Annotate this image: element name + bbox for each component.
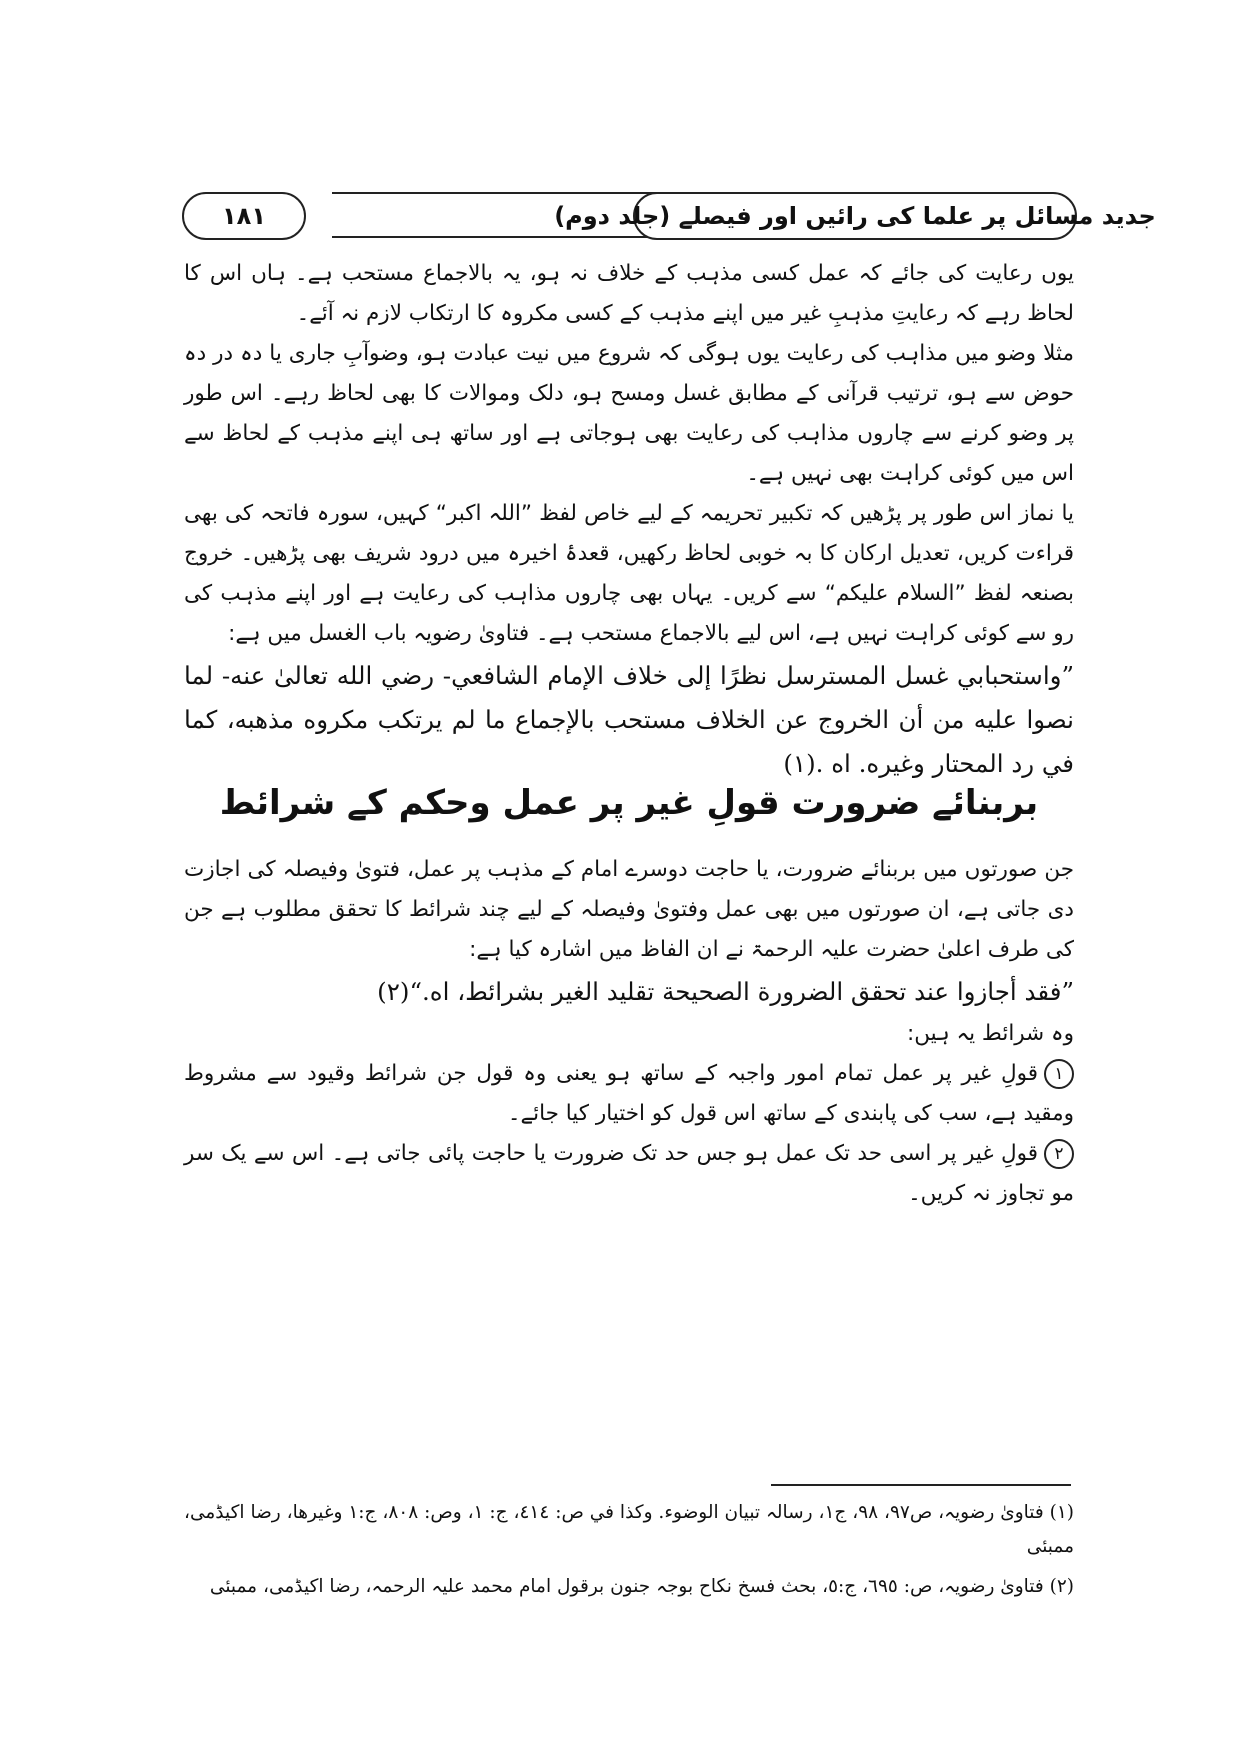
book-title: جدید مسائل پر علما کی رائیں اور فیصلے (جلد دوم) [554,202,1156,230]
page-number-frame [182,192,306,240]
paragraph-1: یوں رعایت کی جائے کہ عمل کسی مذہب کے خلاف نہ ہو، یہ بالاجماع مستحب ہے۔ ہاں اس کا لحاظ رہے کہ رعایتِ مذہبِ غیر میں اپنے مذہب کے کسی مکروہ کا ارتکاب لازم نہ آئے۔ [184,261,1074,326]
conditions-intro: وہ شرائط یہ ہیں: [906,1021,1074,1046]
arabic-quote-2: ”فقد أجازوا عند تحقق الضرورة الصحيحة تقليد الغير بشرائط، اه.“(۲) [377,977,1074,1006]
page-number: ۱۸۱ [222,202,266,230]
condition-2-text: قولِ غیر پر اسی حد تک عمل ہو جس حد تک ضرورت یا حاجت پائی جاتی ہے۔ اس سے یک سر مو تجاوز نہ کریں۔ [184,1141,1074,1206]
footnote-2: (۲) فتاویٰ رضویہ، ص: ٦٩٥، ج:٥، بحث فسخ نکاح بوجہ جنون برقول امام محمد علیہ الرحمہ، رضا اکیڈمی، ممبئی [209,1576,1074,1597]
footnotes [184,1496,1074,1604]
arabic-quote-1: ”واستحبابي غسل المسترسل نظرًا إلى خلاف الإمام الشافعي- رضي الله تعالىٰ عنه- لما نصوا عليه من أن الخروج عن الخلاف مستحب بالإجماع ما لم يرتكب مكروه مذهبه، كما في رد المحتار وغيره. اه .(۱) [184,661,1074,778]
section-paragraph: جن صورتوں میں بربنائے ضرورت، یا حاجت دوسرے امام کے مذہب پر عمل، فتویٰ وفیصلہ کی اجازت دی جاتی ہے، ان صورتوں میں بھی عمل وفتویٰ وفیصلہ کے لیے چند شرائط کا تحقق مطلوب ہے جن کی طرف اعلیٰ حضرت علیہ الرحمۃ نے ان الفاظ میں اشارہ کیا ہے: [184,857,1074,962]
condition-2-marker: ۲ [1044,1139,1074,1169]
section-heading: بربنائے ضرورت قولِ غیر پر عمل وحکم کے شرائط [219,783,1039,823]
paragraph-2: مثلا وضو میں مذاہب کی رعایت یوں ہوگی کہ شروع میں نیت عبادت ہو، وضوآبِ جاری یا دہ در دہ حوض سے ہو، ترتیب قرآنی کے مطابق غسل ومسح ہو، دلک وموالات کا بھی لحاظ رہے۔ اس طور پر وضو کرنے سے چاروں مذاہب کی رعایت بھی ہوجاتی ہے اور ساتھ ہی اپنے مذہب کے لحاظ سے اس میں کوئی کراہت بھی نہیں ہے۔ [184,341,1074,486]
body-text-top [184,254,1074,786]
footnote-divider [771,1484,1071,1486]
condition-1 [184,1054,1074,1134]
page-header [182,192,1156,238]
footnote-1: (۱) فتاویٰ رضویہ، ص۹۷، ۹۸، ج۱، رسالہ تبیان الوضوء. وكذا في ص: ٤١٤، ج: ١، وص: ٨٠٨، ج:۱ وغیرھا، رضا اکیڈمی، ممبئی [184,1502,1075,1557]
condition-1-text: قولِ غیر پر عمل تمام امور واجبہ کے ساتھ ہو یعنی وہ قول جن شرائط وقیود سے مشروط ومقید ہے، سب کی پابندی کے ساتھ اس قول کو اختیار کیا جائے۔ [184,1061,1074,1126]
condition-1-marker: ۱ [1044,1059,1074,1089]
paragraph-3: یا نماز اس طور پر پڑھیں کہ تکبیر تحریمہ کے لیے خاص لفظ ”اللہ اکبر“ کہیں، سورہ فاتحہ کی بھی قراءت کریں، تعدیل ارکان کا بہ خوبی لحاظ رکھیں، قعدۂ اخیرہ میں درود شریف بھی پڑھیں۔ خروج بصنعہ لفظ ”السلام علیکم“ سے کریں۔ یہاں بھی چاروں مذاہب کی رعایت ہے اور اپنے مذہب کی رو سے کوئی کراہت نہیں ہے، اس لیے بالاجماع مستحب ہے۔ فتاویٰ رضویہ باب الغسل میں ہے: [184,501,1074,646]
header-title-frame [554,192,1156,240]
body-text-section [184,850,1074,1214]
condition-2 [184,1134,1074,1214]
